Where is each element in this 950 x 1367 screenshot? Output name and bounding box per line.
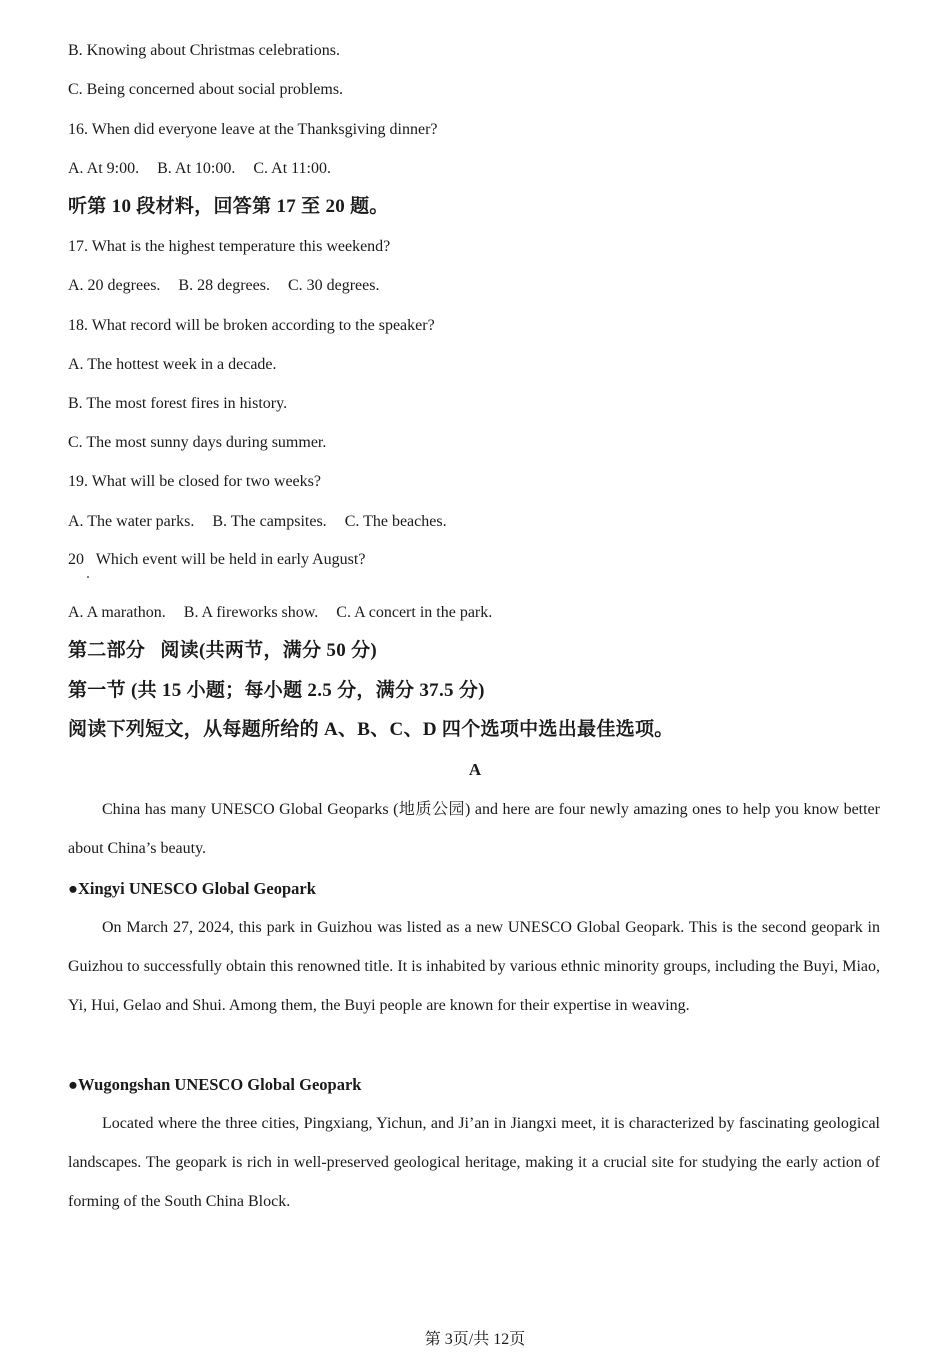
q16-option-c: C. At 11:00. [253,160,331,177]
q18-option-c: C. The most sunny days during summer. [68,434,327,451]
question-16: 16. When did everyone leave at the Thanksgiving dinner? [68,121,438,138]
q20-option-a: A. A marathon. [68,604,166,621]
q17-option-b: B. 28 degrees. [178,277,270,294]
q18-option-b: B. The most forest fires in history. [68,395,288,412]
q19-option-b: B. The campsites. [212,513,327,530]
q16-option-a: A. At 9:00. [68,160,140,177]
question-18: 18. What record will be broken according to the speaker? [68,317,435,334]
q16-option-b: B. At 10:00. [157,160,236,177]
q17-option-a: A. 20 degrees. [68,277,161,294]
q17-option-c: C. 30 degrees. [287,277,380,294]
q20-option-c: C. A concert in the park. [336,604,493,621]
section-1-heading: 第一节 (共 15 小题；每小题 2.5 分，满分 37.5 分) [68,680,485,701]
part-2-heading: 第二部分 阅读(共两节，满分 50 分) [68,640,378,661]
question-19-options [68,512,461,532]
question-17-options [68,276,393,296]
reading-instruction: 阅读下列短文，从每题所给的 A、B、C、D 四个选项中选出最佳选项。 [68,719,674,740]
park-text-xingyi: On March 27, 2024, this park in Guizhou was listed as a new UNESCO Global Geopark. This is the second geopark in Guizhou to successfully obtain this renowned title. It is inhabited by various ethnic minority groups, including the Buyi, Miao, Yi, Hui, Gelao and Shui. Among them, the Buyi people are known for their expertise in weaving. [68,919,880,1015]
page-footer: 第 3页/共 12页 [424,1331,526,1348]
question-20: 20 Which event will be held in early August? [68,551,366,568]
q20-option-b: B. A fireworks show. [183,604,319,621]
question-19: 19. What will be closed for two weeks? [68,473,321,490]
question-17: 17. What is the highest temperature this weekend? [68,238,391,255]
q19-option-a: A. The water parks. [68,513,195,530]
option-b-text: B. Knowing about Christmas celebrations. [68,42,340,59]
passage-letter: A [468,760,482,779]
park-heading-wugongshan: ●Wugongshan UNESCO Global Geopark [68,1075,362,1094]
question-20-options [68,603,506,623]
question-16-options [68,159,345,179]
passage-intro: China has many UNESCO Global Geoparks (地质公园) and here are four newly amazing ones to help you know better about China’s beauty. [68,801,880,858]
park-text-wugongshan: Located where the three cities, Pingxiang, Yichun, and Ji’an in Jiangxi meet, it is characterized by fascinating geological landscapes. The geopark is rich in well-preserved geological heritage, making it a crucial site for studying the early action of forming of the South China Block. [68,1115,880,1211]
q19-option-c: C. The beaches. [344,513,447,530]
option-c-text: C. Being concerned about social problems. [68,81,344,98]
stray-dot [87,576,89,578]
q18-option-a: A. The hottest week in a decade. [68,356,277,373]
section-10-heading: 听第 10 段材料，回答第 17 至 20 题。 [68,196,389,217]
park-heading-xingyi: ●Xingyi UNESCO Global Geopark [68,879,316,898]
